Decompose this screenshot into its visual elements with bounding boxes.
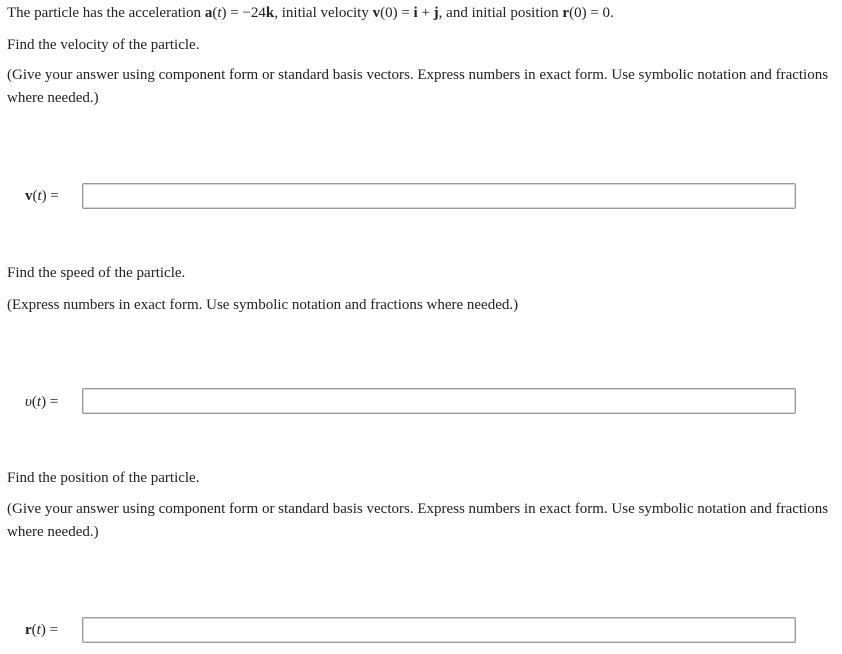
speed-prompt: Find the speed of the particle. [7,265,186,281]
position-symbol: r [562,5,570,21]
velocity-instructions: (Give your answer using component form or standard basis vectors. Express numbers in exact form. Use symbolic notation and fractions where needed.) [7,67,829,106]
k-unit-vector: k [265,5,275,21]
acceleration-symbol: a [204,5,213,21]
velocity-answer-input[interactable] [82,183,796,209]
speed-instructions: (Express numbers in exact form. Use symbolic notation and fractions where needed.) [7,297,519,313]
velocity-prompt: Find the velocity of the particle. [7,37,200,53]
initial-position-value: (0) = 0. [569,5,614,21]
paren-open: ( [212,5,218,21]
position-label-symbol: r [25,622,32,638]
position-instructions: (Give your answer using component form or standard basis vectors. Express numbers in exact form. Use symbolic notation and fractions where needed.) [7,501,829,540]
velocity-answer-label [25,186,59,206]
velocity-symbol: v [372,5,381,21]
i-unit-vector: i [413,5,418,21]
paren-open: ( [31,394,37,410]
velocity-label-symbol: v [25,188,33,204]
time-variable: t [217,5,222,21]
speed-label-symbol: υ [25,394,32,410]
time-variable: t [36,622,41,638]
equals-sign: ) = [41,394,59,410]
problem-text: , and initial position [438,5,563,21]
speed-answer-label [25,392,58,412]
problem-text: The particle has the acceleration [7,5,205,21]
position-answer-input[interactable] [82,617,796,643]
time-variable: t [37,188,42,204]
paren-open: ( [32,188,38,204]
problem-statement [7,3,614,23]
position-answer-label [25,620,58,640]
initial-velocity-arg: (0) = [380,5,414,21]
problem-text: , initial velocity [274,5,373,21]
time-variable: t [36,394,42,410]
plus-sign: + [417,5,434,21]
speed-answer-input[interactable] [82,388,796,414]
equals-sign: ) = [41,188,59,204]
paren-open: ( [31,622,37,638]
position-prompt: Find the position of the particle. [7,470,200,486]
equals-sign: ) = [40,622,59,638]
acceleration-value: ) = −24 [221,5,266,21]
j-unit-vector: j [433,5,439,21]
